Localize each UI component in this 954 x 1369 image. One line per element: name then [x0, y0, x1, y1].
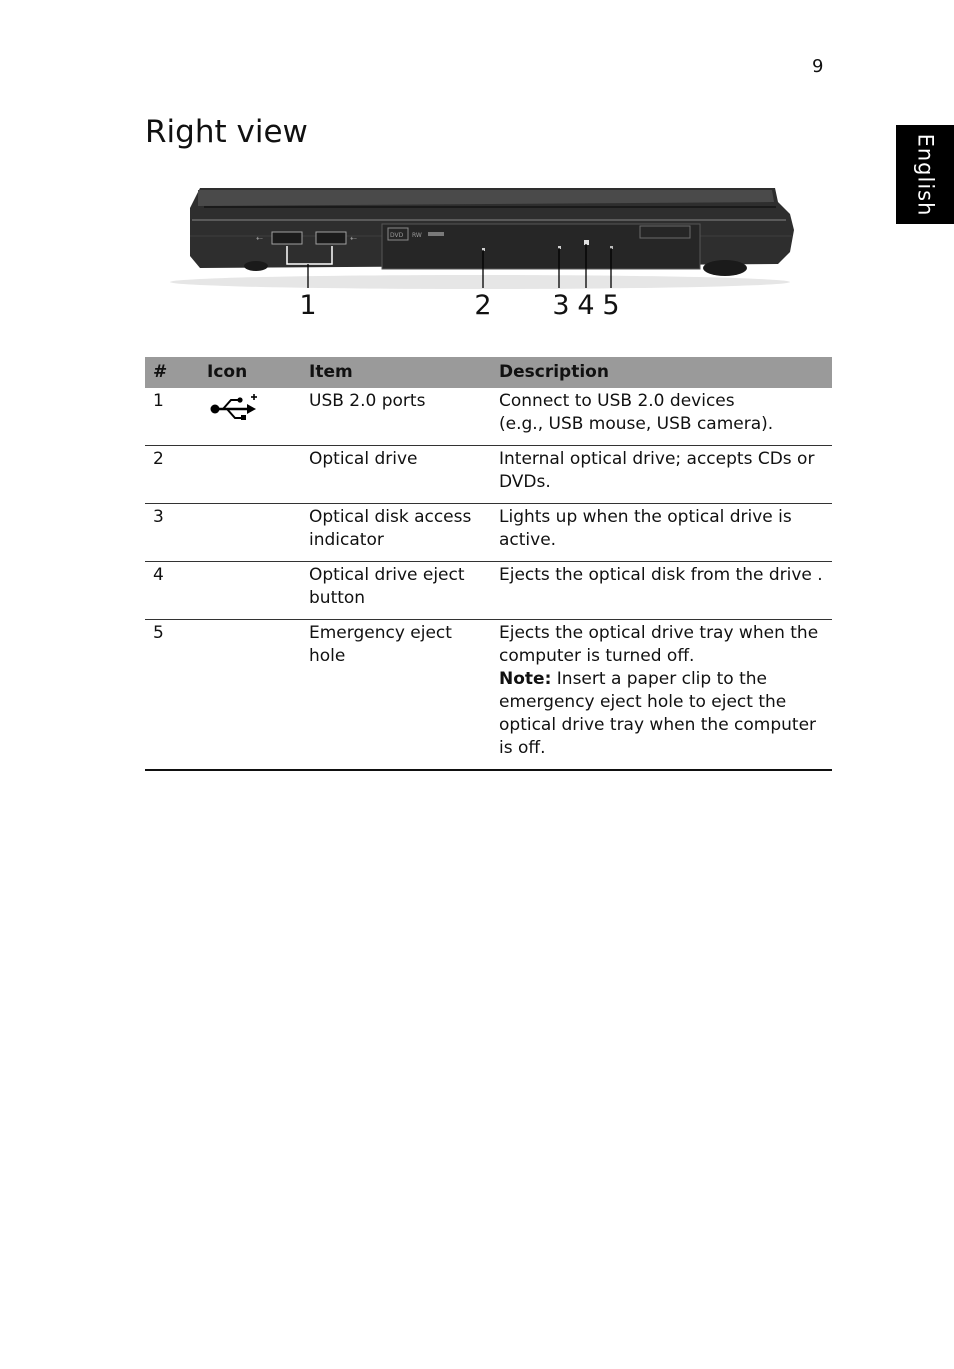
table-row — [145, 504, 832, 562]
table-row — [145, 620, 832, 771]
svg-text:⇠: ⇠ — [350, 234, 357, 243]
row-item: Optical drive eject button — [301, 562, 491, 620]
usb-port-1 — [272, 232, 302, 244]
drive-dvd-label: DVD — [390, 232, 404, 239]
table-header-row — [145, 357, 832, 388]
svg-text:⇠: ⇠ — [256, 234, 263, 243]
page-title: Right view — [145, 114, 308, 150]
page-number: 9 — [812, 56, 824, 77]
header-num: # — [145, 357, 199, 388]
row-description-line-2: (e.g., USB mouse, USB camera). — [499, 414, 774, 434]
callout-2: 2 — [474, 290, 492, 321]
note-text: Insert a paper clip to the emergency eject hole to eject the optical drive tray when the computer is off. — [499, 669, 817, 758]
row-num: 3 — [145, 504, 199, 562]
language-tab-label: English — [913, 133, 938, 216]
drive-rw-label: RW — [412, 232, 422, 239]
row-num: 4 — [145, 562, 199, 620]
table-row — [145, 388, 832, 446]
row-description: Lights up when the optical drive is active. — [491, 504, 832, 562]
usb-port-2 — [316, 232, 346, 244]
right-view-table — [145, 357, 832, 771]
language-tab — [896, 125, 954, 224]
callout-5: 5 — [602, 290, 620, 321]
callout-4: 4 — [577, 290, 595, 321]
row-item: Emergency eject hole — [301, 620, 491, 771]
row-description-text: Ejects the optical drive tray when the computer is turned off. — [499, 623, 819, 666]
row-note — [499, 668, 824, 760]
table-row — [145, 446, 832, 504]
header-description: Description — [491, 357, 832, 388]
row-num: 1 — [145, 388, 199, 446]
header-icon: Icon — [199, 357, 301, 388]
row-description: Internal optical drive; accepts CDs or DVDs. — [491, 446, 832, 504]
row-icon — [199, 388, 301, 446]
row-icon — [199, 562, 301, 620]
row-num: 2 — [145, 446, 199, 504]
note-label: Note: — [499, 669, 552, 689]
row-item: USB 2.0 ports — [301, 388, 491, 446]
row-num: 5 — [145, 620, 199, 771]
row-description — [491, 388, 832, 446]
header-item: Item — [301, 357, 491, 388]
row-description — [491, 620, 832, 771]
usb-icon — [205, 393, 261, 425]
row-icon — [199, 446, 301, 504]
row-description-line-1: Connect to USB 2.0 devices — [499, 391, 735, 411]
row-icon — [199, 620, 301, 771]
row-icon — [199, 504, 301, 562]
table-row — [145, 562, 832, 620]
callout-3: 3 — [552, 290, 570, 321]
row-item: Optical drive — [301, 446, 491, 504]
row-item: Optical disk access indicator — [301, 504, 491, 562]
row-description: Ejects the optical disk from the drive . — [491, 562, 832, 620]
callout-1: 1 — [299, 290, 317, 321]
